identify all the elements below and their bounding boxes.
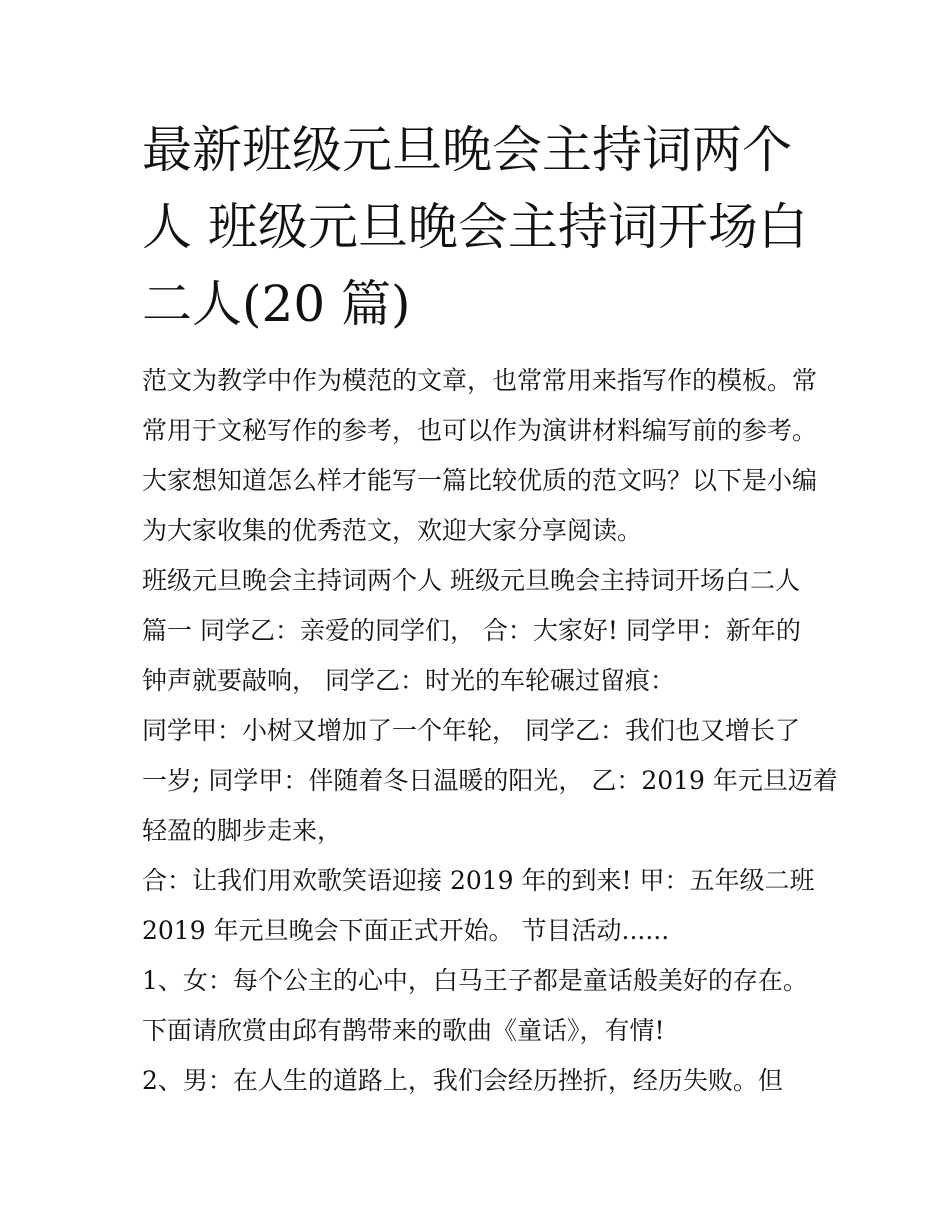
document-body [142, 356, 838, 1106]
body-line: 范文为教学中作为模范的文章，也常常用来指写作的模板。常 [142, 366, 818, 395]
body-line: 2、男：在人生的道路上，我们会经历挫折，经历失败。但 [142, 1066, 783, 1095]
body-line: 常用于文秘写作的参考，也可以作为演讲材料编写前的参考。 [142, 416, 818, 445]
body-line: 为大家收集的优秀范文，欢迎大家分享阅读。 [142, 516, 643, 545]
body-line: 一岁; 同学甲：伴随着冬日温暖的阳光， 乙：2019 年元旦迈着 [142, 766, 838, 795]
document-title [142, 112, 822, 343]
body-line: 轻盈的脚步走来， [142, 816, 343, 845]
body-line: 同学甲：小树又增加了一个年轮， 同学乙：我们也又增长了 [142, 716, 800, 745]
body-line: 下面请欣赏由邱有鹊带来的歌曲《童话》，有情! [142, 1016, 665, 1045]
title-line-3: 二人(20 篇) [142, 275, 411, 333]
body-line: 钟声就要敲响， 同学乙：时光的车轮碾过留痕： [142, 666, 675, 695]
body-line: 2019 年元旦晚会下面正式开始。 节目活动...... [142, 916, 670, 945]
body-line: 合：让我们用欢歌笑语迎接 2019 年的到来! 甲：五年级二班 [142, 866, 815, 895]
body-line: 篇一 同学乙：亲爱的同学们， 合：大家好! 同学甲：新年的 [142, 616, 801, 645]
title-line-1: 最新班级元旦晚会主持词两个 [142, 121, 792, 179]
body-line: 大家想知道怎么样才能写一篇比较优质的范文吗？以下是小编 [142, 466, 818, 495]
body-line: 班级元旦晚会主持词两个人 班级元旦晚会主持词开场白二人 [142, 566, 800, 595]
title-line-2: 人 班级元旦晚会主持词开场白 [142, 198, 808, 256]
body-line: 1、女：每个公主的心中，白马王子都是童话般美好的存在。 [142, 966, 808, 995]
